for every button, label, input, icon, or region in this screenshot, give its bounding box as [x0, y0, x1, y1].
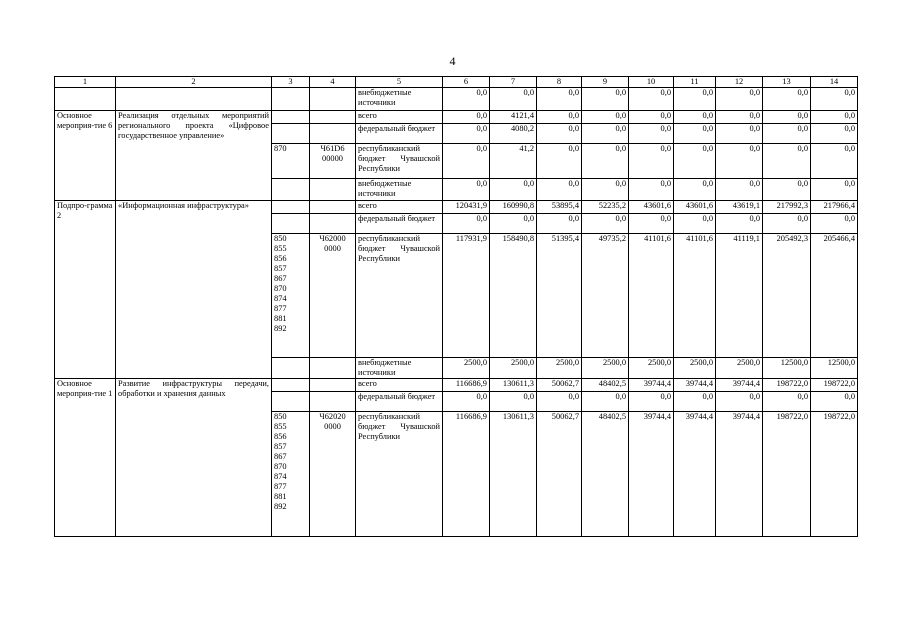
budget-table: [54, 76, 858, 537]
classification-code-cell: [310, 111, 356, 124]
value-cell: 0,0: [716, 392, 763, 412]
funding-source-cell: всего: [356, 379, 443, 392]
value-cell: 0,0: [716, 124, 763, 144]
value-cell: 205492,3: [763, 234, 811, 358]
budget-code-cell: [272, 201, 310, 214]
value-cell: 0,0: [629, 111, 674, 124]
value-cell: 43601,6: [629, 201, 674, 214]
value-cell: 41119,1: [716, 234, 763, 358]
value-cell: 0,0: [582, 179, 629, 201]
value-cell: 0,0: [490, 88, 537, 111]
value-cell: 0,0: [629, 392, 674, 412]
column-header-4: 4: [310, 77, 356, 88]
column-header-3: 3: [272, 77, 310, 88]
value-cell: 0,0: [537, 214, 582, 234]
value-cell: 12500,0: [811, 358, 858, 379]
value-cell: 0,0: [582, 88, 629, 111]
column-header-2: 2: [116, 77, 272, 88]
value-cell: 217966,4: [811, 201, 858, 214]
block-label: [55, 88, 116, 111]
value-cell: 0,0: [674, 179, 716, 201]
value-cell: 0,0: [763, 214, 811, 234]
value-cell: 158490,8: [490, 234, 537, 358]
classification-code-cell: [310, 201, 356, 214]
value-cell: 0,0: [582, 214, 629, 234]
value-cell: 0,0: [537, 179, 582, 201]
budget-code-cell: [272, 358, 310, 379]
value-cell: 217992,3: [763, 201, 811, 214]
value-cell: 0,0: [629, 214, 674, 234]
funding-source-cell: республиканский бюджет Чувашской Республики: [356, 234, 443, 358]
value-cell: 0,0: [811, 88, 858, 111]
value-cell: 2500,0: [490, 358, 537, 379]
table-row: [55, 201, 858, 214]
classification-code-cell: [310, 124, 356, 144]
value-cell: 0,0: [811, 144, 858, 179]
budget-code-cell: [272, 214, 310, 234]
value-cell: 4080,2: [490, 124, 537, 144]
value-cell: 0,0: [537, 88, 582, 111]
value-cell: 2500,0: [629, 358, 674, 379]
value-cell: 0,0: [811, 124, 858, 144]
budget-code-cell: 870: [272, 144, 310, 179]
value-cell: 52235,2: [582, 201, 629, 214]
column-header-9: 9: [582, 77, 629, 88]
value-cell: 0,0: [811, 214, 858, 234]
column-header-8: 8: [537, 77, 582, 88]
classification-code-cell: [310, 88, 356, 111]
value-cell: 0,0: [443, 392, 490, 412]
classification-code-cell: [310, 392, 356, 412]
value-cell: 160990,8: [490, 201, 537, 214]
value-cell: 0,0: [674, 111, 716, 124]
value-cell: 0,0: [537, 124, 582, 144]
value-cell: 39744,4: [629, 412, 674, 537]
value-cell: 205466,4: [811, 234, 858, 358]
value-cell: 0,0: [763, 88, 811, 111]
page-number: 4: [449, 54, 456, 68]
budget-code-cell: [272, 124, 310, 144]
value-cell: 117931,9: [443, 234, 490, 358]
funding-source-cell: внебюджетные источники: [356, 179, 443, 201]
value-cell: 0,0: [716, 214, 763, 234]
table-row: [55, 111, 858, 124]
value-cell: 48402,5: [582, 412, 629, 537]
value-cell: 0,0: [811, 111, 858, 124]
value-cell: 0,0: [674, 144, 716, 179]
value-cell: 0,0: [629, 88, 674, 111]
value-cell: 198722,0: [763, 379, 811, 392]
value-cell: 41101,6: [629, 234, 674, 358]
value-cell: 130611,3: [490, 379, 537, 392]
value-cell: 0,0: [443, 214, 490, 234]
column-header-10: 10: [629, 77, 674, 88]
funding-source-cell: республиканский бюджет Чувашской Республики: [356, 144, 443, 179]
column-header-13: 13: [763, 77, 811, 88]
value-cell: 41101,6: [674, 234, 716, 358]
funding-source-cell: всего: [356, 201, 443, 214]
column-header-14: 14: [811, 77, 858, 88]
classification-code-cell: Ч62020 0000: [310, 412, 356, 537]
value-cell: 2500,0: [716, 358, 763, 379]
block-description: Развитие инфраструктуры передачи, обработки и хранения данных: [116, 379, 272, 537]
funding-source-cell: республиканский бюджет Чувашской Республики: [356, 412, 443, 537]
value-cell: 116686,9: [443, 412, 490, 537]
value-cell: 116686,9: [443, 379, 490, 392]
value-cell: 120431,9: [443, 201, 490, 214]
classification-code-cell: [310, 179, 356, 201]
table-row: [55, 88, 858, 111]
value-cell: 0,0: [674, 124, 716, 144]
table-row: [55, 379, 858, 392]
value-cell: 0,0: [490, 214, 537, 234]
classification-code-cell: Ч62000 0000: [310, 234, 356, 358]
value-cell: 48402,5: [582, 379, 629, 392]
value-cell: 130611,3: [490, 412, 537, 537]
funding-source-cell: федеральный бюджет: [356, 214, 443, 234]
budget-code-cell: [272, 88, 310, 111]
value-cell: 0,0: [629, 144, 674, 179]
value-cell: 0,0: [443, 144, 490, 179]
funding-source-cell: федеральный бюджет: [356, 124, 443, 144]
value-cell: 0,0: [490, 392, 537, 412]
table-body: [55, 88, 858, 537]
value-cell: 198722,0: [811, 379, 858, 392]
value-cell: 0,0: [763, 392, 811, 412]
header-row: [55, 77, 858, 88]
value-cell: 43601,6: [674, 201, 716, 214]
column-header-6: 6: [443, 77, 490, 88]
value-cell: 2500,0: [674, 358, 716, 379]
budget-code-cell: 850 855 856 857 867 870 874 877 881 892: [272, 412, 310, 537]
value-cell: 0,0: [537, 392, 582, 412]
value-cell: 0,0: [582, 144, 629, 179]
budget-code-cell: [272, 179, 310, 201]
budget-code-cell: 850 855 856 857 867 870 874 877 881 892: [272, 234, 310, 358]
budget-code-cell: [272, 111, 310, 124]
value-cell: 0,0: [811, 179, 858, 201]
value-cell: 0,0: [674, 214, 716, 234]
column-header-12: 12: [716, 77, 763, 88]
value-cell: 0,0: [582, 392, 629, 412]
classification-code-cell: [310, 214, 356, 234]
value-cell: 50062,7: [537, 412, 582, 537]
value-cell: 198722,0: [763, 412, 811, 537]
value-cell: 39744,4: [629, 379, 674, 392]
value-cell: 0,0: [716, 144, 763, 179]
value-cell: 0,0: [537, 144, 582, 179]
value-cell: 0,0: [443, 88, 490, 111]
value-cell: 39744,4: [716, 412, 763, 537]
value-cell: 0,0: [763, 124, 811, 144]
value-cell: 51395,4: [537, 234, 582, 358]
budget-code-cell: [272, 379, 310, 392]
column-header-11: 11: [674, 77, 716, 88]
value-cell: 0,0: [443, 179, 490, 201]
value-cell: 43619,1: [716, 201, 763, 214]
column-header-1: 1: [55, 77, 116, 88]
value-cell: 0,0: [763, 144, 811, 179]
value-cell: 0,0: [582, 111, 629, 124]
value-cell: 41,2: [490, 144, 537, 179]
value-cell: 2500,0: [443, 358, 490, 379]
value-cell: 0,0: [490, 179, 537, 201]
value-cell: 12500,0: [763, 358, 811, 379]
value-cell: 2500,0: [582, 358, 629, 379]
value-cell: 0,0: [629, 179, 674, 201]
value-cell: 39744,4: [716, 379, 763, 392]
value-cell: 0,0: [716, 88, 763, 111]
value-cell: 53895,4: [537, 201, 582, 214]
value-cell: 0,0: [716, 111, 763, 124]
value-cell: 0,0: [443, 111, 490, 124]
value-cell: 39744,4: [674, 412, 716, 537]
value-cell: 0,0: [582, 124, 629, 144]
block-description: Реализация отдельных мероприятий регионального проекта «Цифровое государственное управление»: [116, 111, 272, 201]
classification-code-cell: [310, 358, 356, 379]
value-cell: 49735,2: [582, 234, 629, 358]
value-cell: 2500,0: [537, 358, 582, 379]
value-cell: 198722,0: [811, 412, 858, 537]
value-cell: 50062,7: [537, 379, 582, 392]
block-label: Основное мероприя-тие 1: [55, 379, 116, 537]
value-cell: 0,0: [629, 124, 674, 144]
value-cell: 0,0: [443, 124, 490, 144]
value-cell: 39744,4: [674, 379, 716, 392]
funding-source-cell: внебюджетные источники: [356, 88, 443, 111]
block-label: Подпро-грамма 2: [55, 201, 116, 379]
classification-code-cell: Ч61D6 00000: [310, 144, 356, 179]
funding-source-cell: внебюджетные источники: [356, 358, 443, 379]
value-cell: 4121,4: [490, 111, 537, 124]
classification-code-cell: [310, 379, 356, 392]
value-cell: 0,0: [674, 88, 716, 111]
column-header-7: 7: [490, 77, 537, 88]
block-description: «Информационная инфраструктура»: [116, 201, 272, 379]
column-header-5: 5: [356, 77, 443, 88]
block-description: [116, 88, 272, 111]
funding-source-cell: федеральный бюджет: [356, 392, 443, 412]
funding-source-cell: всего: [356, 111, 443, 124]
value-cell: 0,0: [537, 111, 582, 124]
value-cell: 0,0: [716, 179, 763, 201]
value-cell: 0,0: [811, 392, 858, 412]
value-cell: 0,0: [763, 111, 811, 124]
budget-code-cell: [272, 392, 310, 412]
value-cell: 0,0: [763, 179, 811, 201]
value-cell: 0,0: [674, 392, 716, 412]
block-label: Основное мероприя-тие 6: [55, 111, 116, 201]
